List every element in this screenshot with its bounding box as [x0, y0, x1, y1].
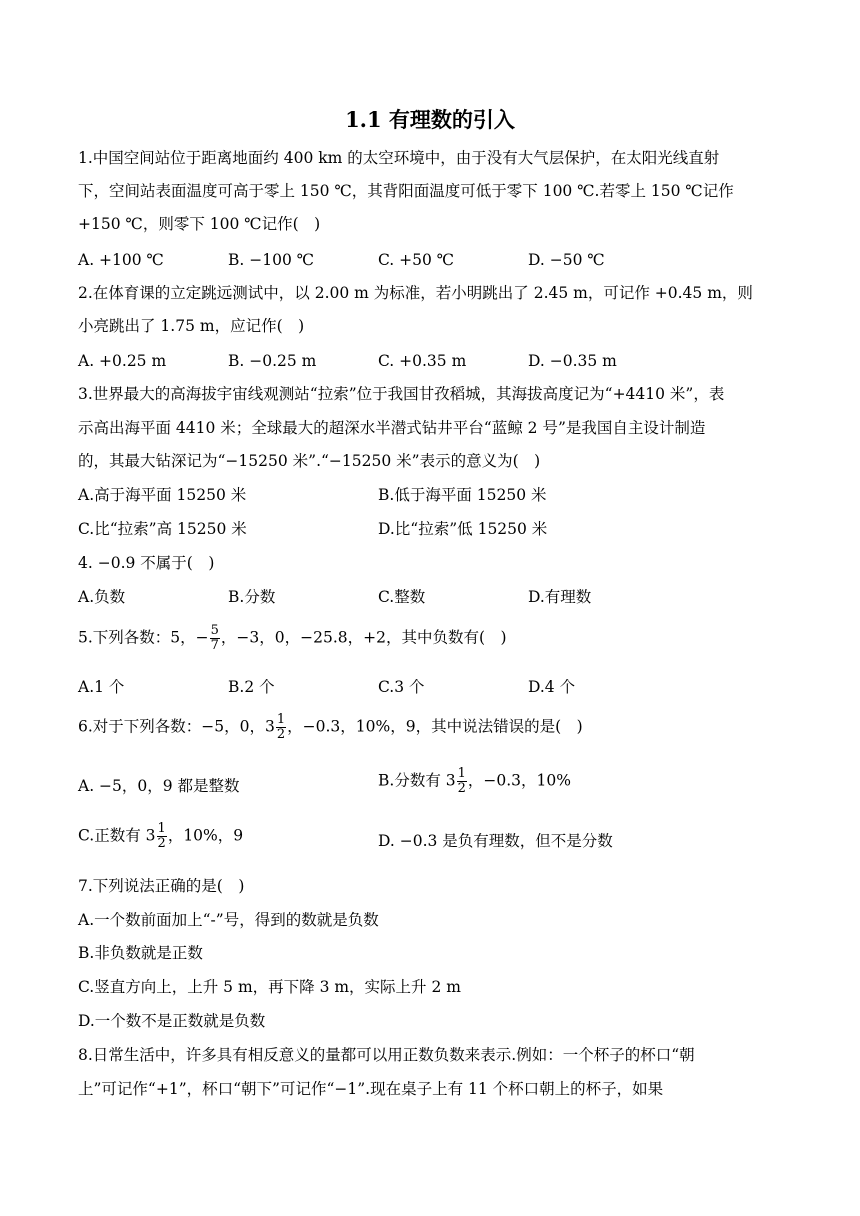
q2-option-b[interactable]: B. −0.25 m	[228, 352, 317, 370]
q5-fraction-denominator: 7	[210, 638, 219, 653]
q6-fraction	[276, 713, 286, 742]
q1-text-line-1: 1.中国空间站位于距离地面约 400 km 的太空环境中，由于没有大气层保护，在太阳光线直射	[78, 149, 720, 167]
q5-option-c[interactable]: C.3 个	[378, 678, 425, 696]
q3-text-line-3: 的，其最大钻深记为“−15250 米”.“−15250 米”表示的意义为( )	[78, 452, 541, 470]
q1-option-c[interactable]: C. +50 ℃	[378, 251, 455, 269]
q6-fraction-numerator: 1	[276, 712, 286, 727]
q2-text-line-2: 小亮跳出了 1.75 m，应记作( )	[78, 317, 305, 335]
q4-option-a[interactable]: A.负数	[78, 588, 126, 606]
q6-option-c[interactable]	[78, 822, 243, 851]
q6-text-post: ，−0.3，10%，9，其中说法错误的是( )	[287, 717, 583, 736]
q6-option-b-fraction	[457, 767, 467, 796]
q4-option-b[interactable]: B.分数	[228, 588, 276, 606]
q1-text-line-3: +150 ℃，则零下 100 ℃记作( )	[78, 215, 321, 233]
q5-text-pre: 5.下列各数：5，−	[78, 628, 209, 647]
q2-text-line-1: 2.在体育课的立定跳远测试中，以 2.00 m 为标准，若小明跳出了 2.45 m，可记作 +0.45 m，则	[78, 284, 753, 302]
q3-text-line-2: 示高出海平面 4410 米；全球最大的超深水半潜式钻井平台“蓝鲸 2 号”是我国自主设计制造	[78, 419, 706, 437]
q6-option-b-numerator: 1	[457, 766, 466, 781]
q5-option-a[interactable]: A.1 个	[78, 678, 125, 696]
q1-option-a[interactable]: A. +100 ℃	[78, 251, 164, 269]
q6-text-pre: 6.对于下列各数：−5，0，3	[78, 717, 275, 736]
q5-fraction	[210, 624, 220, 653]
q5-text-line-1	[78, 624, 507, 653]
q2-option-c[interactable]: C. +0.35 m	[378, 352, 467, 370]
q8-text-line-1: 8.日常生活中，许多具有相反意义的量都可以用正数负数来表示.例如：一个杯子的杯口“朝	[78, 1046, 695, 1064]
q6-option-c-denominator: 2	[157, 836, 166, 851]
q5-text-post: ，−3，0，−25.8，+2，其中负数有( )	[220, 628, 507, 647]
q4-text-line-1: 4. −0.9 不属于( )	[78, 554, 215, 572]
q3-option-b[interactable]: B.低于海平面 15250 米	[378, 486, 547, 504]
q6-option-c-numerator: 1	[157, 821, 166, 836]
q6-option-b-denominator: 2	[457, 781, 466, 796]
q3-option-c[interactable]: C.比“拉索”高 15250 米	[78, 520, 247, 538]
q6-option-c-pre: C.正数有 3	[78, 826, 156, 845]
q4-option-d[interactable]: D.有理数	[528, 588, 592, 606]
q6-option-b-post: ，−0.3，10%	[467, 771, 571, 790]
q6-option-d[interactable]: D. −0.3 是负有理数，但不是分数	[378, 832, 613, 850]
q7-option-d[interactable]: D.一个数不是正数就是负数	[78, 1012, 266, 1030]
page-title: 1.1 有理数的引入	[345, 107, 515, 132]
q8-text-line-2: 上”可记作“+1”，杯口“朝下”可记作“−1”.现在桌子上有 11 个杯口朝上的杯子，如果	[78, 1080, 664, 1098]
q5-option-b[interactable]: B.2 个	[228, 678, 275, 696]
q3-option-a[interactable]: A.高于海平面 15250 米	[78, 486, 247, 504]
q4-option-c[interactable]: C.整数	[378, 588, 426, 606]
q6-fraction-denominator: 2	[276, 727, 286, 742]
q3-text-line-1: 3.世界最大的高海拔宇宙线观测站“拉索”位于我国甘孜稻城，其海拔高度记为“+4410 米”，表	[78, 385, 725, 403]
q5-option-d[interactable]: D.4 个	[528, 678, 576, 696]
q6-text-line-1	[78, 713, 583, 742]
q7-option-b[interactable]: B.非负数就是正数	[78, 944, 203, 962]
q6-option-c-fraction	[157, 822, 167, 851]
q3-option-d[interactable]: D.比“拉索”低 15250 米	[378, 520, 548, 538]
q6-option-b[interactable]	[378, 767, 571, 796]
q7-text-line-1: 7.下列说法正确的是( )	[78, 877, 245, 895]
q2-option-d[interactable]: D. −0.35 m	[528, 352, 617, 370]
q7-option-a[interactable]: A.一个数前面加上“-”号，得到的数就是负数	[78, 911, 379, 929]
q5-fraction-numerator: 5	[210, 623, 219, 638]
q6-option-b-pre: B.分数有 3	[378, 771, 456, 790]
q7-option-c[interactable]: C.竖直方向上，上升 5 m，再下降 3 m，实际上升 2 m	[78, 978, 461, 996]
q1-option-d[interactable]: D. −50 ℃	[528, 251, 605, 269]
q6-option-a[interactable]: A. −5，0，9 都是整数	[78, 777, 240, 795]
q1-option-b[interactable]: B. −100 ℃	[228, 251, 315, 269]
q1-text-line-2: 下，空间站表面温度可高于零上 150 ℃，其背阳面温度可低于零下 100 ℃.若零上 150 ℃记作	[78, 182, 734, 200]
q2-option-a[interactable]: A. +0.25 m	[78, 352, 167, 370]
q6-option-c-post: ，10%，9	[167, 826, 244, 845]
